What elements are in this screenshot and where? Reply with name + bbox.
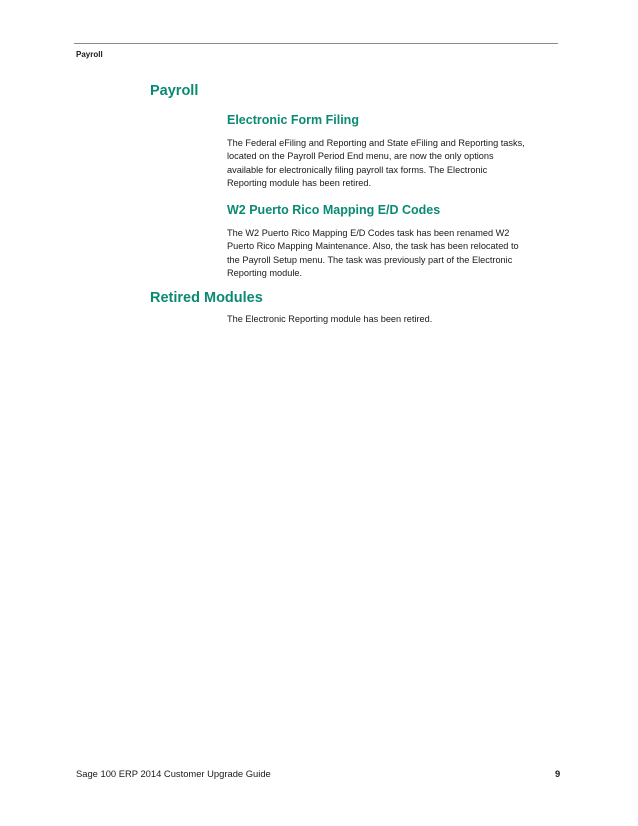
retired-modules-heading: Retired Modules <box>150 290 263 306</box>
paragraph-line: The Federal eFiling and Reporting and State eFiling and Reporting tasks, <box>227 138 525 148</box>
running-header-section: Payroll <box>76 50 103 59</box>
payroll-heading: Payroll <box>150 83 199 99</box>
footer-page-number: 9 <box>555 768 561 779</box>
retired-modules-paragraph <box>227 313 567 326</box>
paragraph-line: available for electronically filing payroll tax forms. The Electronic <box>227 164 488 175</box>
header-rule <box>74 43 558 44</box>
w2-puerto-rico-paragraph <box>227 227 567 281</box>
paragraph-line: Reporting module. <box>227 268 303 279</box>
paragraph-line: the Payroll Setup menu. The task was previously part of the Electronic <box>227 254 513 265</box>
electronic-form-filing-heading: Electronic Form Filing <box>227 113 359 127</box>
electronic-form-filing-paragraph <box>227 137 567 191</box>
paragraph-line: Reporting module has been retired. <box>227 178 372 189</box>
paragraph-line: located on the Payroll Period End menu, are now the only options <box>227 151 494 162</box>
paragraph-line: The Electronic Reporting module has been retired. <box>227 314 433 324</box>
footer-guide-title: Sage 100 ERP 2014 Customer Upgrade Guide <box>76 768 271 779</box>
paragraph-line: Puerto Rico Mapping Maintenance. Also, the task has been relocated to <box>227 241 519 252</box>
w2-puerto-rico-heading: W2 Puerto Rico Mapping E/D Codes <box>227 203 441 217</box>
paragraph-line: The W2 Puerto Rico Mapping E/D Codes task has been renamed W2 <box>227 228 510 238</box>
